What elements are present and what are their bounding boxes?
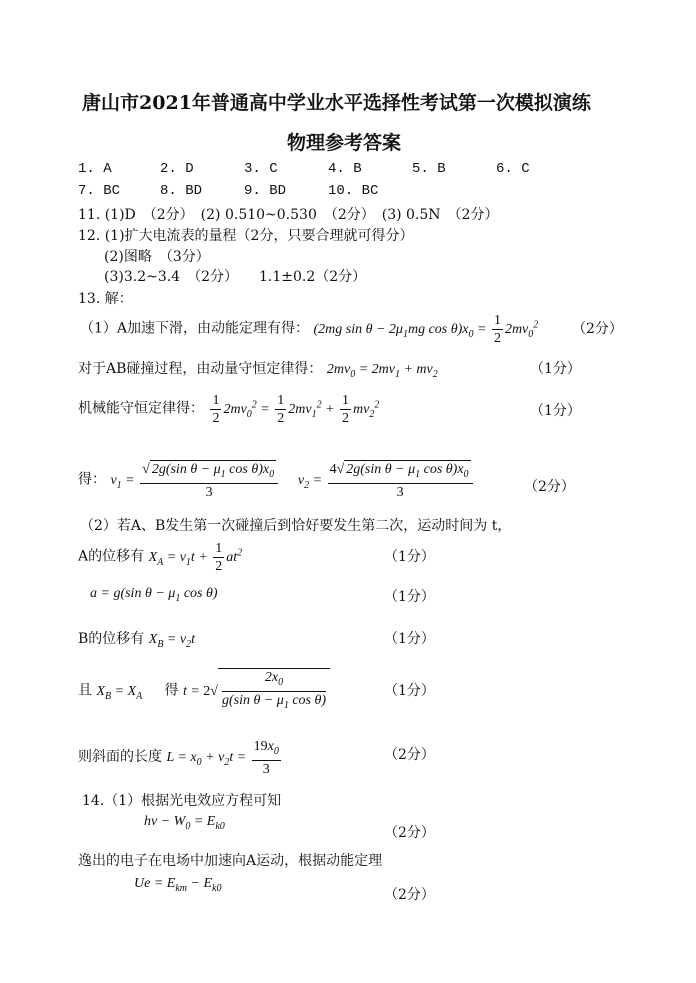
- q13-energy-score: （1分）: [530, 403, 581, 419]
- time-equation: t = 2√ $\frac{2x_0}{g(\sin \theta - \mu_1 \cos \theta)}$: [183, 684, 330, 699]
- q12-line-3: (3)3.2~3.4 （2分） 1.1±0.2（2分）: [104, 269, 367, 285]
- q13-part2-text: （2）若A、B发生第一次碰撞后到恰好要发生第二次，运动时间为 t，: [80, 518, 512, 534]
- q13-time-text: 且: [78, 682, 92, 699]
- mc-answer: 2. D: [160, 161, 194, 177]
- energy-equation: (2mg $\sin \theta - 2\mu_1mg$ $\cos \theta)x_0$ = $\frac{1}{2}$ $2mv_0^2$: [313, 313, 539, 346]
- mc-answer: 1. A: [78, 161, 112, 177]
- xa-equation: $X_A = v_1t$ + $\frac{1}{2}$ $at^2$: [148, 541, 243, 574]
- photoelectric-equation: $h\nu - W_0 = E_{k0}$: [144, 814, 225, 832]
- q13-heading: 13. 解：: [78, 291, 133, 307]
- q13-energy-line: [78, 392, 379, 427]
- momentum-equation: $2mv_0 = 2mv_1 + mv_2$: [326, 362, 438, 380]
- q13-accel-score: （1分）: [384, 589, 435, 605]
- mc-answer: 10. BC: [328, 183, 379, 199]
- length-equation: $L = x_0 + v_2t$ = $\frac{19x_0}{3}$: [166, 739, 279, 777]
- q13-length-text: 则斜面的长度: [78, 749, 162, 766]
- v1-equation: $v_1$ = $\frac{√ 2g(\sin \theta - \mu_1 \cos \theta)x_0}{3}$: [110, 473, 280, 488]
- q13-xa-score: （1分）: [384, 549, 435, 565]
- page-title: 唐山市2021年普通高中学业水平选择性考试第一次模拟演练: [82, 92, 591, 114]
- q13-length-score: （2分）: [384, 747, 435, 763]
- v2-equation: $v_2$ = $\frac{4√ 2g(\sin \theta - \mu_1 \cos \theta)x_0}{3}$: [298, 473, 475, 488]
- q13-momentum-line: [78, 358, 438, 380]
- q14-heading: 14.（1）根据光电效应方程可知: [82, 793, 282, 809]
- q13-time-score: （1分）: [384, 683, 435, 699]
- q13-xa-line: [78, 540, 242, 575]
- q13-xa-text: A的位移有: [78, 548, 145, 565]
- work-energy-equation: $Ue = E_{km} - E_{k0}$: [134, 876, 222, 894]
- q14-step2-score: （2分）: [384, 887, 435, 903]
- mc-answer: 4. B: [328, 161, 362, 177]
- q13-xb-text: B的位移有: [78, 631, 145, 647]
- q13-time-line: [78, 668, 330, 714]
- xb-equation: $X_B = v_2t$: [148, 632, 195, 650]
- xb-equals-xa: $X_B = X_A$: [96, 683, 143, 702]
- mc-answer: 7. BC: [78, 183, 121, 199]
- q12-line-2: (2)图略 （3分）: [104, 249, 210, 265]
- q13-result-text: 得：: [78, 471, 106, 488]
- mc-answer: 3. C: [244, 161, 278, 177]
- q13-energy-text: 机械能守恒定律得：: [78, 400, 204, 417]
- q13-part1-line: [80, 312, 538, 347]
- acceleration-equation: a = g(sin $\theta - \mu_1$ cos θ): [90, 586, 218, 604]
- mc-answer: 8. BD: [160, 183, 203, 199]
- q13-part1-text: （1）A加速下滑，由动能定理有得：: [80, 320, 310, 337]
- q11-answer: 11. (1)D （2分） (2) 0.510~0.530 （2分） (3) 0.5N （2分）: [78, 207, 499, 223]
- q13-xb-score: （1分）: [384, 631, 435, 647]
- q13-xb-line: [78, 628, 195, 650]
- mc-answer: 6. C: [496, 161, 530, 177]
- q13-result-score: （2分）: [524, 479, 575, 495]
- q13-part1-score: （2分）: [572, 321, 623, 337]
- page-subtitle: 物理参考答案: [287, 132, 402, 154]
- q13-momentum-score: （1分）: [530, 361, 581, 377]
- mc-answer: 9. BD: [244, 183, 287, 199]
- q12-line-1: 12. (1)扩大电流表的量程（2分，只要合理就可得分）: [78, 228, 414, 244]
- q13-momentum-text: 对于AB碰撞过程，由动量守恒定律得：: [78, 361, 323, 377]
- mc-answer: 5. B: [412, 161, 446, 177]
- q14-step1-score: （2分）: [384, 825, 435, 841]
- energy-conservation-equation: $\frac{1}{2}$ $2mv_0^2$ = $\frac{1}{2}$ $2mv_1^2$ + $\frac{1}{2}$ $mv_2^2$: [212, 393, 380, 426]
- q13-result-line: [78, 460, 475, 501]
- q13-time-mid: 得: [164, 682, 179, 699]
- q13-length-line: [78, 738, 283, 778]
- q14-step2-text: 逸出的电子在电场中加速向A运动，根据动能定理: [78, 853, 383, 869]
